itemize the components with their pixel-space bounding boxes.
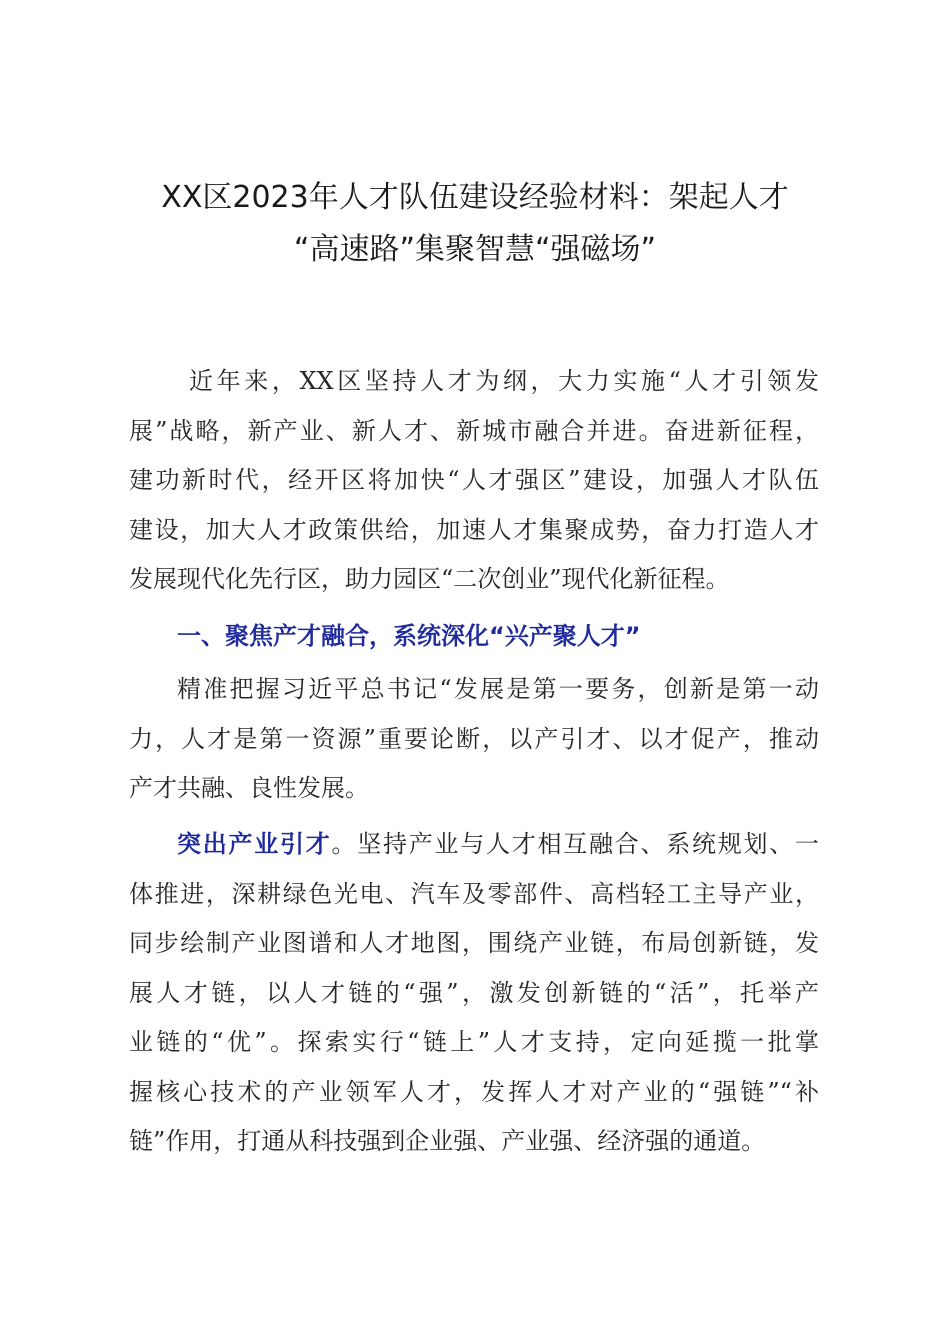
- sub-line-2: 体推进，深耕绿色光电、汽车及零部件、高档轻工主导产业，: [129, 879, 819, 908]
- sub-line-1-rest: 。坚持产业与人才相互融合、系统规划、一: [331, 830, 819, 858]
- section-1-sub-paragraph: [129, 820, 819, 1167]
- intro-line-1: 近年来，XX区坚持人才为纲，大力实施“人才引领发: [189, 367, 819, 395]
- section-1-line-1: 精准把握习近平总书记“发展是第一要务，创新是第一动: [177, 675, 819, 703]
- sub-line-4: 展人才链，以人才链的“强”，激发创新链的“活”，托举产: [129, 978, 819, 1007]
- sub-line-3: 同步绘制产业图谱和人才地图，围绕产业链，布局创新链，发: [129, 929, 819, 957]
- sub-line-1: [129, 820, 819, 870]
- sub-lead-text: 突出产业引才: [177, 830, 332, 858]
- intro-line-4: 建设，加大人才政策供给，加速人才集聚成势，奋力打造人才: [129, 515, 819, 544]
- title-line-2: “高速路”集聚智慧“强磁场”: [293, 232, 657, 267]
- intro-line-5: 发展现代化先行区，助力园区“二次创业”现代化新征程。: [129, 565, 730, 593]
- sub-line-5: 业链的“优”。探索实行“链上”人才支持，定向延揽一批掌: [129, 1028, 819, 1056]
- sub-line-6: 握核心技术的产业领军人才，发挥人才对产业的“强链”“补: [129, 1077, 819, 1106]
- intro-line-2: 展”战略，新产业、新人才、新城市融合并进。奋进新征程，: [129, 416, 819, 445]
- sub-line-7: 链”作用，打通从科技强到企业强、产业强、经济强的通道。: [129, 1127, 766, 1155]
- section-1-line-3: 产才共融、良性发展。: [129, 774, 369, 802]
- section-1-heading-text: 一、聚焦产才融合，系统深化“兴产聚人才”: [177, 622, 641, 650]
- title-line-1: XX区2023年人才队伍建设经验材料：架起人才: [161, 180, 789, 215]
- intro-line-3: 建功新时代，经开区将加快“人才强区”建设，加强人才队伍: [129, 466, 819, 494]
- section-1-paragraph: [129, 665, 819, 814]
- intro-paragraph: [129, 357, 819, 605]
- section-1-heading: [129, 612, 819, 662]
- document-title: [120, 172, 830, 276]
- section-1-line-2: 力，人才是第一资源”重要论断，以产引才、以才促产，推动: [129, 724, 819, 753]
